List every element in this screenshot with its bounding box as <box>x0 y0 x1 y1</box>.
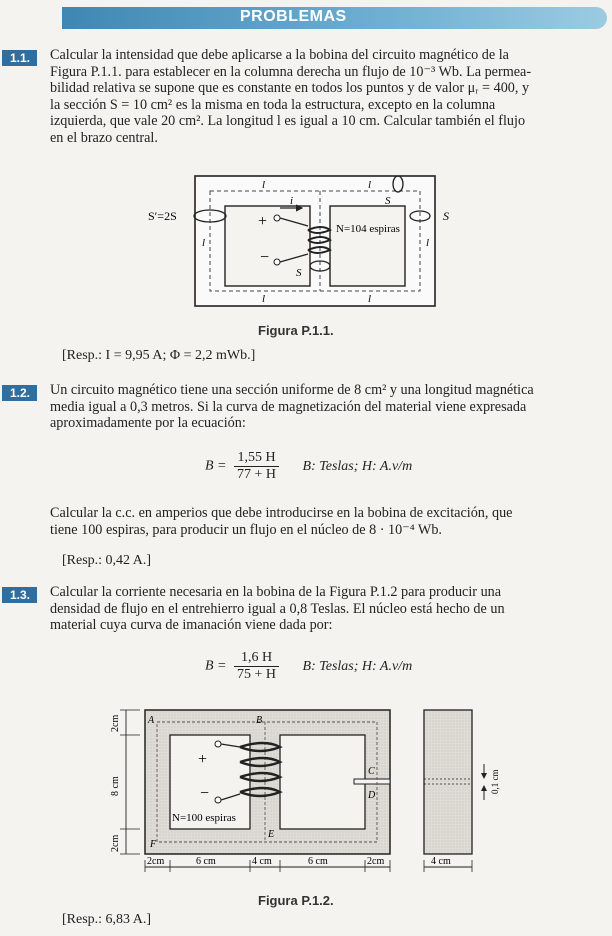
label-e: E <box>268 829 275 840</box>
formula-denominator: 75 + H <box>237 667 277 682</box>
formula-numerator: 1,55 H <box>234 450 279 467</box>
formula-lhs: B = <box>205 458 227 474</box>
dim-gap: 0,1 cm <box>490 769 500 794</box>
text-line: en el brazo central. <box>50 129 158 146</box>
problem-1-3-answer: [Resp.: 6,83 A.] <box>62 912 152 927</box>
label-l-top-right: l <box>368 179 372 191</box>
label-minus: − <box>260 249 270 266</box>
problem-number-1-1: 1.1. <box>2 50 37 66</box>
text-line: la sección S = 10 cm² es la misma en toda la estructura, excepto en la columna <box>50 96 496 113</box>
text-line: izquierda, que vale 20 cm². La longitud l es igual a 10 cm. Calcular también el flujo <box>50 113 526 129</box>
label-plus: + <box>258 213 268 230</box>
dim-bottom-2: 6 cm <box>196 856 216 867</box>
terminal-top <box>274 215 280 221</box>
label-s-right: S <box>443 209 449 223</box>
text-line: tiene 100 espiras, para producir un flujo en el núcleo de 8 · 10⁻⁴ Wb. <box>50 521 442 538</box>
label-l-bottom-right: l <box>368 293 372 305</box>
air-gap <box>354 779 390 784</box>
text-line: densidad de flujo en el entrehierro igual a 0,8 Teslas. El núcleo está hecho de un <box>50 600 505 617</box>
figure-p-1-1 <box>140 168 470 318</box>
dim-side-width: 4 cm <box>431 856 451 867</box>
text-line: Figura P.1.1. para establecer en la columna derecha un flujo de 10⁻³ Wb. La permea- <box>50 63 532 80</box>
figure-caption-p-1-1: Figura P.1.1. <box>258 323 334 338</box>
problem-number-1-2: 1.2. <box>2 385 37 401</box>
text-line: media igual a 0,3 metros. Si la curva de magnetización del material viene expresada <box>50 398 527 415</box>
side-view-core <box>424 710 472 854</box>
text-line: Un circuito magnético tiene una sección uniforme de 8 cm² y una longitud magnética <box>50 382 534 398</box>
dim-bottom-5: 2cm <box>367 856 385 867</box>
problem-1-2-text-2 <box>50 505 602 538</box>
formula-fraction <box>234 450 279 483</box>
figure-p-1-2 <box>90 702 500 882</box>
dim-2cm-top: 2cm <box>110 714 121 732</box>
figure-caption-p-1-2: Figura P.1.2. <box>258 893 334 908</box>
terminal-bottom <box>215 797 221 803</box>
terminal-bottom <box>274 259 280 265</box>
text-line: aproximadamente por la ecuación: <box>50 415 246 431</box>
dim-2cm-bottom: 2cm <box>110 834 121 852</box>
page-title: PROBLEMAS <box>240 8 347 25</box>
label-s-center: S <box>296 267 302 279</box>
label-c: C <box>368 766 375 777</box>
label-n: N=100 espiras <box>172 812 236 824</box>
problem-1-2-text <box>50 382 602 432</box>
label-l-bottom-left: l <box>262 293 266 305</box>
problem-1-2-answer: [Resp.: 0,42 A.] <box>62 553 152 568</box>
label-s-prime: S′=2S <box>148 209 177 223</box>
dim-bottom-1: 2cm <box>147 856 165 867</box>
text-line: material cuya curva de imanación viene dada por: <box>50 617 333 633</box>
label-minus: − <box>200 785 210 802</box>
page-header <box>0 0 612 36</box>
label-plus: + <box>198 751 208 768</box>
problem-1-3-text <box>50 584 602 634</box>
label-f: F <box>150 839 157 850</box>
label-l-left: l <box>202 237 206 249</box>
problem-1-1-answer: [Resp.: I = 9,95 A; Φ = 2,2 mWb.] <box>62 348 256 363</box>
dim-bottom-3: 4 cm <box>252 856 272 867</box>
label-b: B <box>256 715 263 726</box>
label-i: i <box>290 195 294 207</box>
label-a: A <box>148 715 155 726</box>
formula-units: B: Teslas; H: A.v/m <box>302 658 413 674</box>
formula-numerator: 1,6 H <box>234 650 279 667</box>
text-line: bilidad relativa se supone que es constante en todos los puntos y de valor μᵣ = 400, y <box>50 80 530 96</box>
label-d: D <box>368 790 376 801</box>
formula-lhs: B = <box>205 658 227 674</box>
dim-8cm: 8 cm <box>110 776 121 796</box>
problem-number-1-3: 1.3. <box>2 587 37 603</box>
label-l-top-left: l <box>262 179 266 191</box>
formula-denominator: 77 + H <box>237 467 277 482</box>
label-l-right: l <box>426 237 430 249</box>
text-line: Calcular la c.c. en amperios que debe introducirse en la bobina de excitación, que <box>50 505 513 521</box>
text-line: Calcular la corriente necesaria en la bobina de la Figura P.1.2 para producir una <box>50 584 502 600</box>
core-window-right <box>280 735 365 829</box>
core-window-right <box>330 206 405 286</box>
terminal-top <box>215 741 221 747</box>
text-line: Calcular la intensidad que debe aplicarse a la bobina del circuito magnético de la <box>50 47 509 63</box>
formula-1-3 <box>205 650 412 683</box>
formula-units: B: Teslas; H: A.v/m <box>302 458 413 474</box>
problem-1-1-text <box>50 47 602 146</box>
dim-bottom-4: 6 cm <box>308 856 328 867</box>
formula-fraction <box>234 650 279 683</box>
formula-1-2 <box>205 450 412 483</box>
label-n: N=104 espiras <box>336 223 400 235</box>
label-s-top: S <box>385 195 391 207</box>
